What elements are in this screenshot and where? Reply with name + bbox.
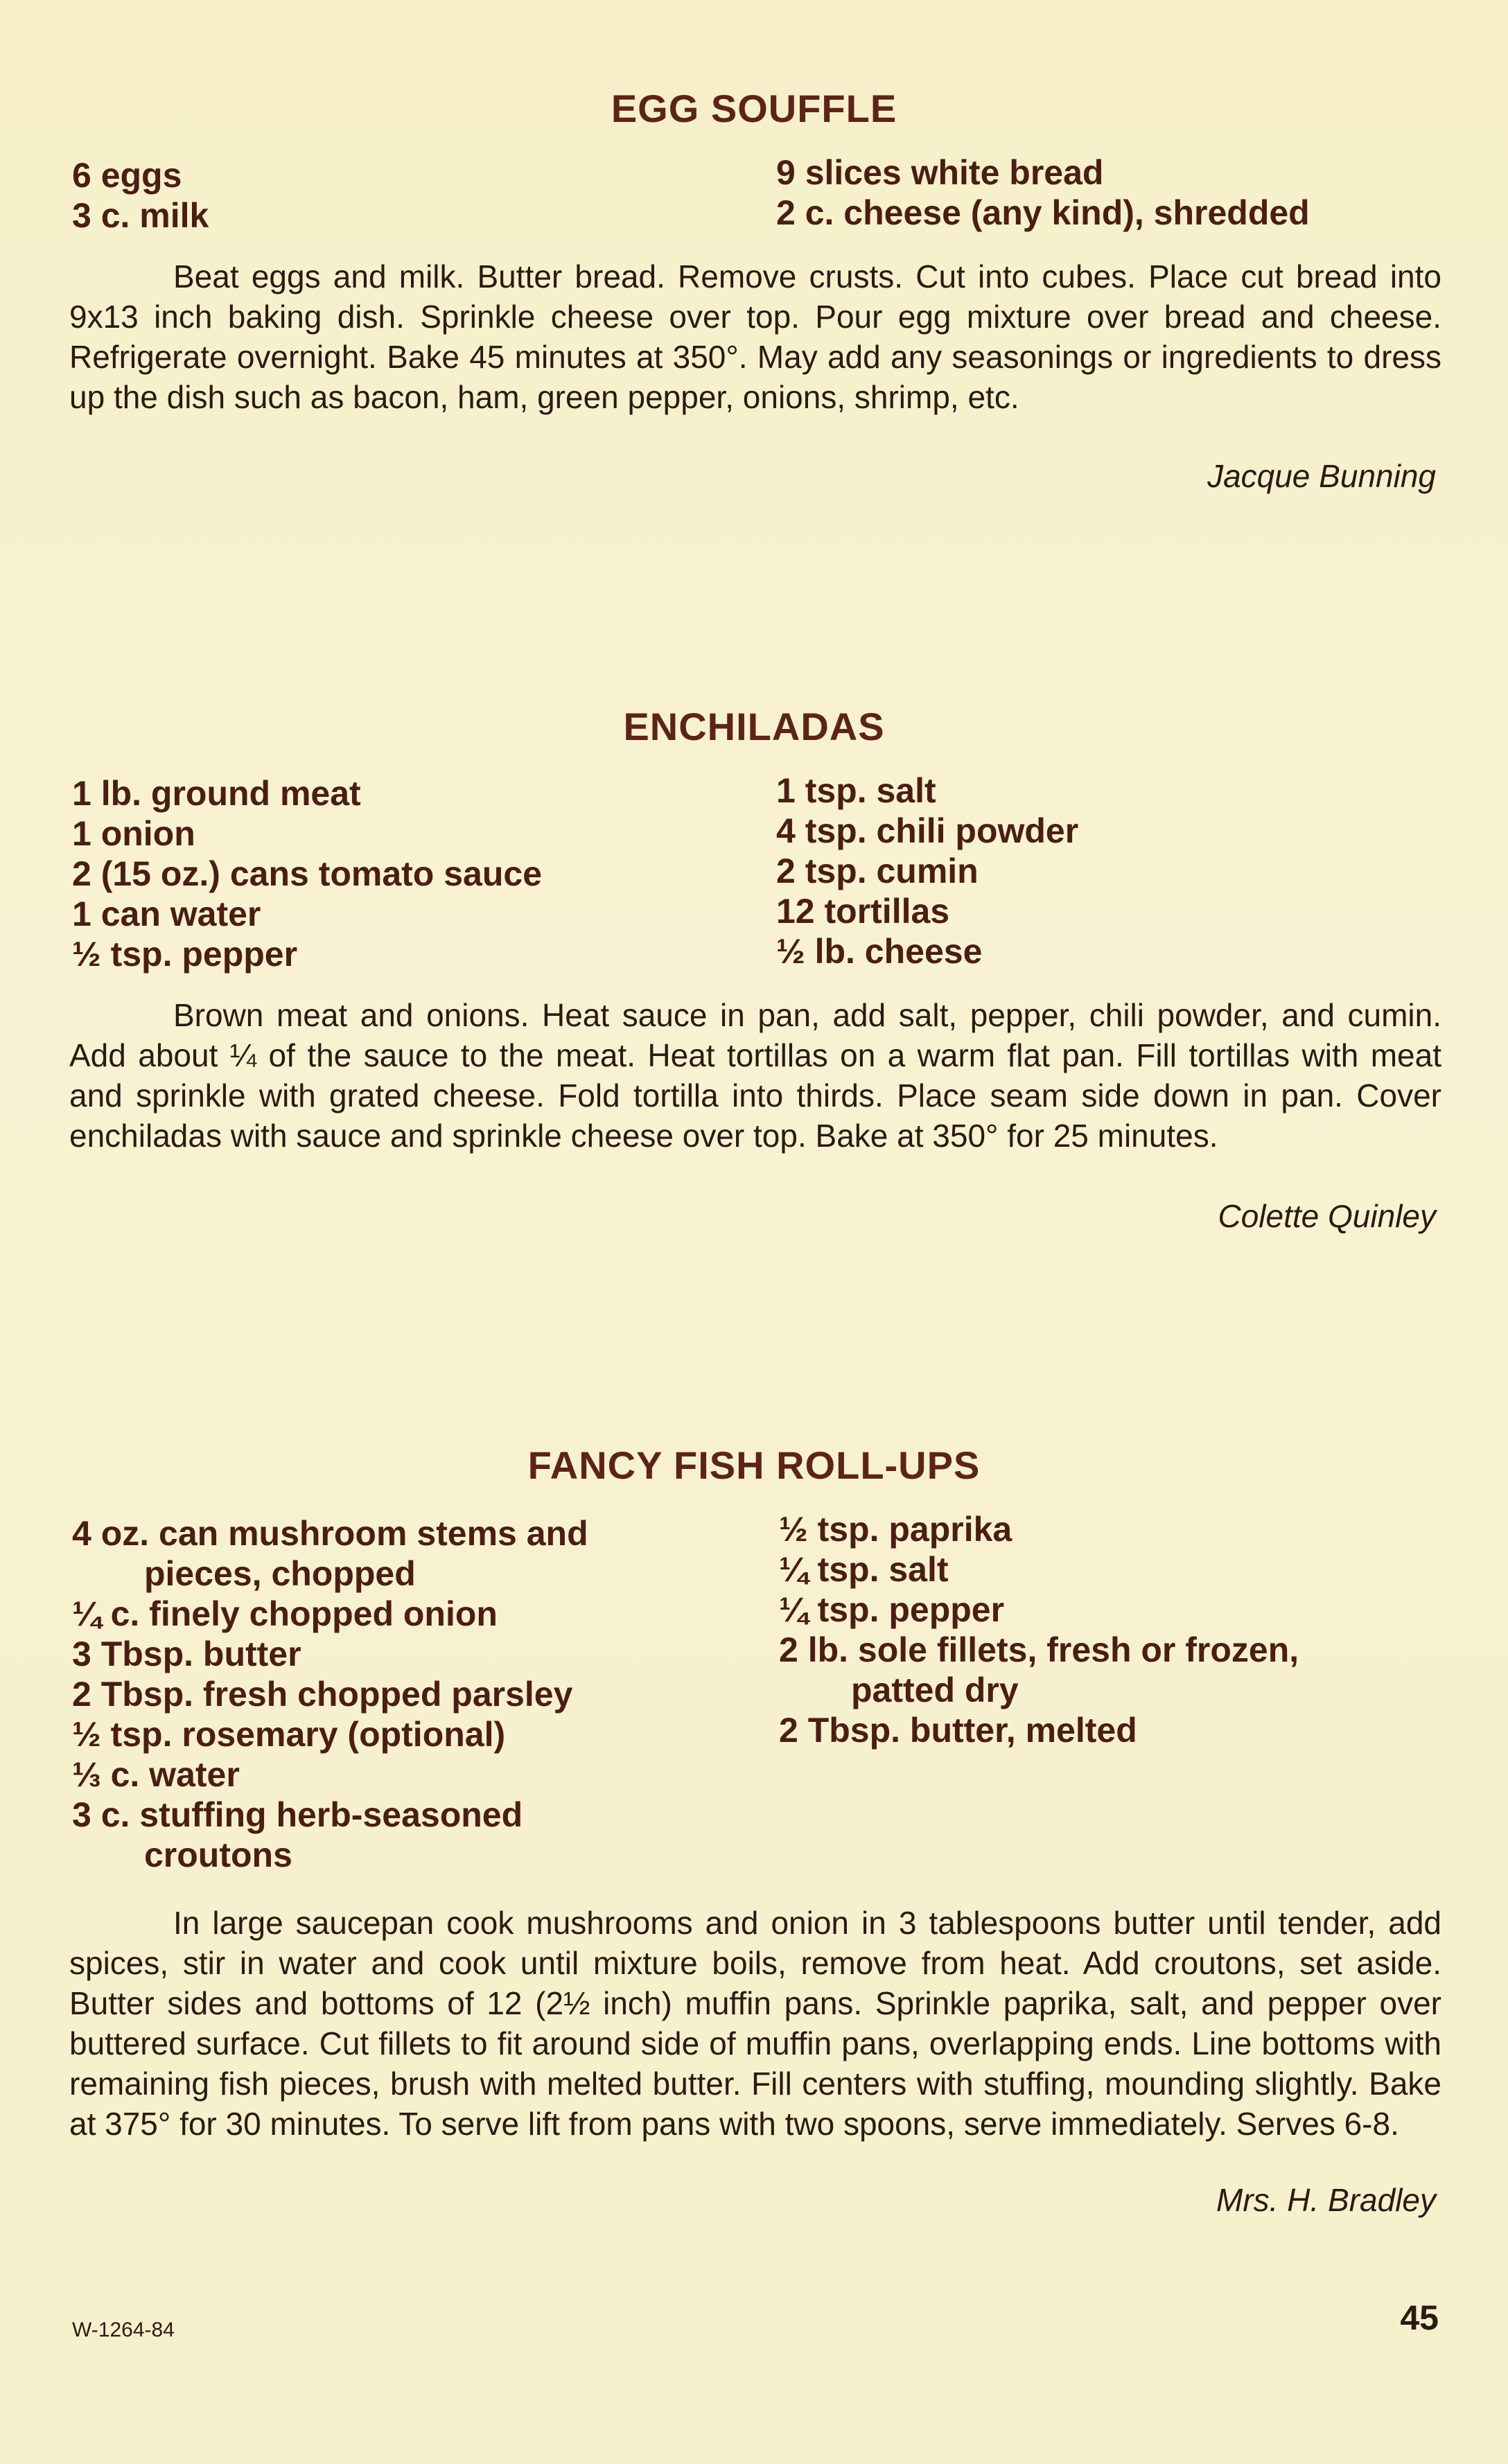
ingredient: 2 tsp. cumin bbox=[776, 852, 979, 890]
author-enchiladas: Colette Quinley bbox=[1218, 1198, 1436, 1234]
ingredient: ½ tsp. pepper bbox=[72, 935, 298, 974]
author-fish-roll-ups: Mrs. H. Bradley bbox=[1216, 2182, 1436, 2218]
ingredient: 9 slices white bread bbox=[776, 153, 1104, 192]
ingredient: 2 c. cheese (any kind), shredded bbox=[776, 193, 1310, 232]
ingredient: ¼ c. finely chopped onion bbox=[72, 1594, 498, 1633]
instructions-text: Brown meat and onions. Heat sauce in pan, add salt, pepper, chili powder, and cumin. Add about ¼ of the sauce to the meat. Heat tortillas on a warm flat pan. Fill tortillas with meat and sprinkle with grated cheese. Fold tortilla into thirds. Place seam side down in pan. Cover enchiladas with sauce and sprinkle cheese over top. Bake at 350° for 25 minutes. bbox=[69, 997, 1441, 1154]
ingredient: 12 tortillas bbox=[776, 892, 950, 931]
ingredient: patted dry bbox=[851, 1671, 1019, 1709]
instructions-fish-roll-ups bbox=[69, 1903, 1441, 2144]
ingredient: 2 Tbsp. butter, melted bbox=[779, 1711, 1137, 1750]
ingredient: 1 can water bbox=[72, 895, 261, 933]
ingredient: croutons bbox=[144, 1836, 292, 1874]
ingredient: 2 lb. sole fillets, fresh or frozen, bbox=[779, 1630, 1299, 1669]
ingredient: 6 eggs bbox=[72, 156, 182, 195]
ingredients-left-enchiladas bbox=[72, 773, 542, 974]
instructions-text: Beat eggs and milk. Butter bread. Remove crusts. Cut into cubes. Place cut bread into 9x13 inch baking dish. Sprinkle cheese over top. Pour egg mixture over bread and cheese. Refrigerate overnight. Bake 45 minutes at 350°. May add any seasonings or ingredients to dress up the dish such as bacon, ham, green pepper, onions, shrimp, etc. bbox=[69, 258, 1441, 415]
recipe-title-fancy-fish-roll-ups: FANCY FISH ROLL-UPS bbox=[527, 1443, 981, 1487]
author-egg-souffle: Jacque Bunning bbox=[1207, 458, 1436, 494]
ingredient: 1 lb. ground meat bbox=[72, 774, 361, 813]
ingredient: 3 c. stuffing herb-seasoned bbox=[72, 1795, 523, 1834]
recipe-title-enchiladas: ENCHILADAS bbox=[623, 705, 885, 748]
ingredients-left-fish-roll-ups bbox=[72, 1513, 588, 1875]
ingredients-right-fish-roll-ups bbox=[779, 1509, 1299, 1750]
instructions-egg-souffle bbox=[69, 256, 1441, 417]
ingredients-right-enchiladas bbox=[776, 771, 1078, 971]
ingredient: 4 tsp. chili powder bbox=[776, 811, 1079, 850]
ingredient: ⅓ c. water bbox=[72, 1755, 240, 1794]
ingredient: ½ tsp. paprika bbox=[779, 1510, 1012, 1549]
ingredient: 3 c. milk bbox=[72, 196, 209, 235]
ingredient: ½ lb. cheese bbox=[776, 932, 983, 971]
ingredient: 4 oz. can mushroom stems and bbox=[72, 1514, 588, 1553]
print-code: W-1264-84 bbox=[72, 2318, 175, 2341]
ingredient: 2 Tbsp. fresh chopped parsley bbox=[72, 1675, 573, 1714]
page-number: 45 bbox=[1400, 2298, 1439, 2337]
recipe-title-egg-souffle: EGG SOUFFLE bbox=[611, 87, 897, 130]
ingredient: ¼ tsp. pepper bbox=[779, 1590, 1005, 1629]
instructions-text: In large saucepan cook mushrooms and onion in 3 tablespoons butter until tender, add spices, stir in water and cook until mixture boils, remove from heat. Add croutons, set aside. Butter sides and bottoms of 12 (2½ inch) muffin pans. Sprinkle paprika, salt, and pepper over buttered surface. Cut fillets to fit around side of muffin pans, overlapping ends. Line bottoms with remaining fish pieces, brush with melted butter. Fill centers with stuffing, mounding slightly. Bake at 375° for 30 minutes. To serve lift from pans with two spoons, serve immediately. Serves 6-8. bbox=[69, 1905, 1441, 2142]
ingredient: 1 onion bbox=[72, 814, 195, 853]
ingredient: 1 tsp. salt bbox=[776, 771, 936, 810]
ingredients-left-egg-souffle bbox=[72, 155, 209, 236]
ingredient: pieces, chopped bbox=[144, 1554, 416, 1593]
ingredients-right-egg-souffle bbox=[776, 152, 1310, 233]
ingredient: 2 (15 oz.) cans tomato sauce bbox=[72, 854, 543, 893]
ingredient: ½ tsp. rosemary (optional) bbox=[72, 1715, 506, 1754]
instructions-enchiladas bbox=[69, 995, 1441, 1156]
ingredient: 3 Tbsp. butter bbox=[72, 1635, 301, 1673]
ingredient: ¼ tsp. salt bbox=[779, 1550, 949, 1589]
